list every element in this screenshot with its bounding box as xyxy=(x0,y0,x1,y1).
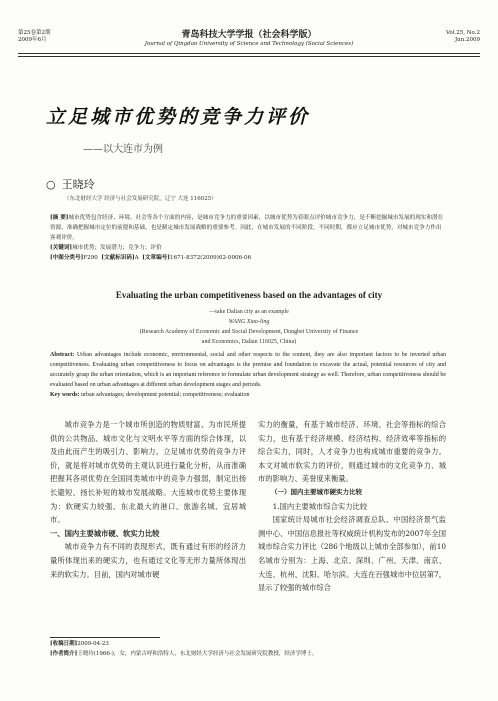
date-cn: 2009年6月 xyxy=(18,37,47,43)
english-affiliation-2: and Economics, Dalian 116025, China) xyxy=(201,339,297,345)
header-right xyxy=(446,30,480,44)
abstract-label: [摘 要] xyxy=(50,215,69,221)
journal-name-cn: 青岛科技大学学报（社会科学版） xyxy=(181,30,317,40)
english-keywords-text: urban advantages; development potential; competitiveness; evaluation xyxy=(81,392,250,398)
header-rule-thick xyxy=(18,53,480,54)
body-column-left xyxy=(50,418,246,581)
english-abstract xyxy=(50,350,446,400)
footnote xyxy=(50,639,458,659)
chinese-abstract xyxy=(50,213,446,263)
english-meta xyxy=(0,307,498,347)
clc-value: F290 xyxy=(83,255,98,261)
english-subtitle: —take Dalian city as an example xyxy=(209,309,289,315)
article-id-value: 1671-8372(2009)02-0006-06 xyxy=(169,255,252,261)
volume-cn: 第25卷第2期 xyxy=(18,30,51,36)
keywords-line xyxy=(50,243,446,253)
received-date: 2009-04-23 xyxy=(77,641,109,647)
author-marker-icon: ○ xyxy=(46,178,56,191)
english-title: Evaluating the urban competitiveness based on the advantages of city xyxy=(115,290,383,300)
body-paragraph: 实力的衡量，有基于城市经济、环境、社会等指标的综合实力，也有基于经济规模、经济结构、经济效率等指标的综合实力，同时，人才竞争力也构成城市重要的竞争力。本文对城市软实力的评价，则通过城市的文化竞争力、城市的影响力、美誉度来衡量。 xyxy=(258,420,446,484)
author-bio-label: [作者简介] xyxy=(50,651,78,657)
subsubsection-heading: 1.国内主要城市综合实力比较 xyxy=(272,501,368,511)
body-paragraph: 城市竞争力有不同的表现形式，既有通过有形的经济力量所体现出来的硬实力，也有通过文化等无形力量所体现出来的软实力。目前，国内对城市硬 xyxy=(50,542,246,579)
body-paragraph: 国家统计局城市社会经济调查总队、中国经济景气监测中心、中国信息报社等权威统计机构发布的2007年全国城市综合实力评比（286个地级以上城市全部参加），前10名城市分别为：上海、北京、深圳、广州、天津、南京、大连、杭州、沈阳、哈尔滨。大连在百强城市中位居第7，显示了较强的城市综合 xyxy=(258,515,446,593)
keywords-text: 城市优势；发展潜力；竞争力；评价 xyxy=(72,245,162,251)
body-paragraph: 城市竞争力是一个城市所创造的物质财富、为市民所提供的公共物品、城市文化与文明水平等方面的综合体现，以及由此而产生的吸引力、影响力。立足城市优势的竞争力评价，就是将对城市优势的主观认识进行量化分析，从而准确把握其各项优势在全国同类城市中的竞争力强弱，制定出扬长避短、扬长补短的城市发展战略。大连城市优势主要体现为：软硬实力较强、东北最大的港口、旅游名城、宜居城市。 xyxy=(50,420,246,525)
english-abstract-paragraph xyxy=(50,350,446,390)
keywords-label: [关键词] xyxy=(50,245,73,251)
affiliation: （东北财经大学 经济与社会发展研究院，辽宁 大连 116025） xyxy=(64,196,217,202)
received-line xyxy=(50,639,458,649)
english-abstract-label: Abstract: xyxy=(50,352,75,358)
doc-code-value: A xyxy=(134,255,139,261)
header-center xyxy=(18,30,480,48)
english-keywords-label: Key words: xyxy=(50,392,80,398)
author-bio-line xyxy=(50,649,458,659)
english-abstract-text: Urban advantages include economic, environmental, social and other respects to the content, they are also important factors to be inverted urban competitiveness. Evaluating urban competitiveness to focus on advantages is the premise and foundation to excavate the actual, potential resources of city and accurately grasp the urban orientation, which is an important reference to formulate urban development strategy as well. Therefore, urban competitiveness should be evaluated based on urban advantages at different urban development stages and periods. xyxy=(50,352,446,388)
author-bio: 王晓玲(1966-)，女，内蒙古呼和浩特人，东北财经大学经济与社会发展研究院教授，经济学博士。 xyxy=(77,651,318,657)
author-name: 王晓玲 xyxy=(61,178,95,191)
volume-en: Vol.25, No.2 xyxy=(445,30,480,36)
author xyxy=(46,176,95,192)
classification-line xyxy=(50,253,446,263)
article-id-label: [文章编号] xyxy=(142,255,170,261)
header-rule-thin xyxy=(18,56,480,57)
abstract-text: 城市优势包含经济、环境、社会等各个方面的内容，是城市竞争力的重要因素，以城市优势为着眼点评价城市竞争力，是不断挖掘城市发展的现实和潜在资源、准确把握城市定位的前提和基础，也是制定城市发展战略的重要参考。因此，在城市发展的不同阶段、不同时期，都应立足城市优势，对城市竞争力作出客观评价。 xyxy=(50,215,444,241)
english-keywords-line xyxy=(50,390,446,400)
english-affiliation-1: (Research Academy of Economic and Social Development, Dongbei University of Finance xyxy=(139,329,359,335)
date-en: Jun.2009 xyxy=(454,37,480,43)
doc-code-label: [文献标识码] xyxy=(101,255,135,261)
body-column-right xyxy=(258,418,446,595)
subsection-heading: （一）国内主要城市硬实力比较 xyxy=(271,487,362,496)
article-title: 立足城市优势的竞争力评价 xyxy=(46,106,311,128)
journal-name-en: Journal of Qingdao University of Science and Technology (Social Sciences) xyxy=(144,41,354,47)
footnote-rule xyxy=(50,637,160,638)
english-author: WANG Xiao-ling xyxy=(228,319,270,325)
received-label: [收稿日期] xyxy=(50,641,78,647)
section-heading: 一、国内主要城市硬、软实力比较 xyxy=(50,528,160,538)
article-subtitle: ——以大连市为例 xyxy=(83,144,163,155)
clc-label: [中图分类号] xyxy=(50,255,84,261)
abstract-paragraph xyxy=(50,213,446,243)
